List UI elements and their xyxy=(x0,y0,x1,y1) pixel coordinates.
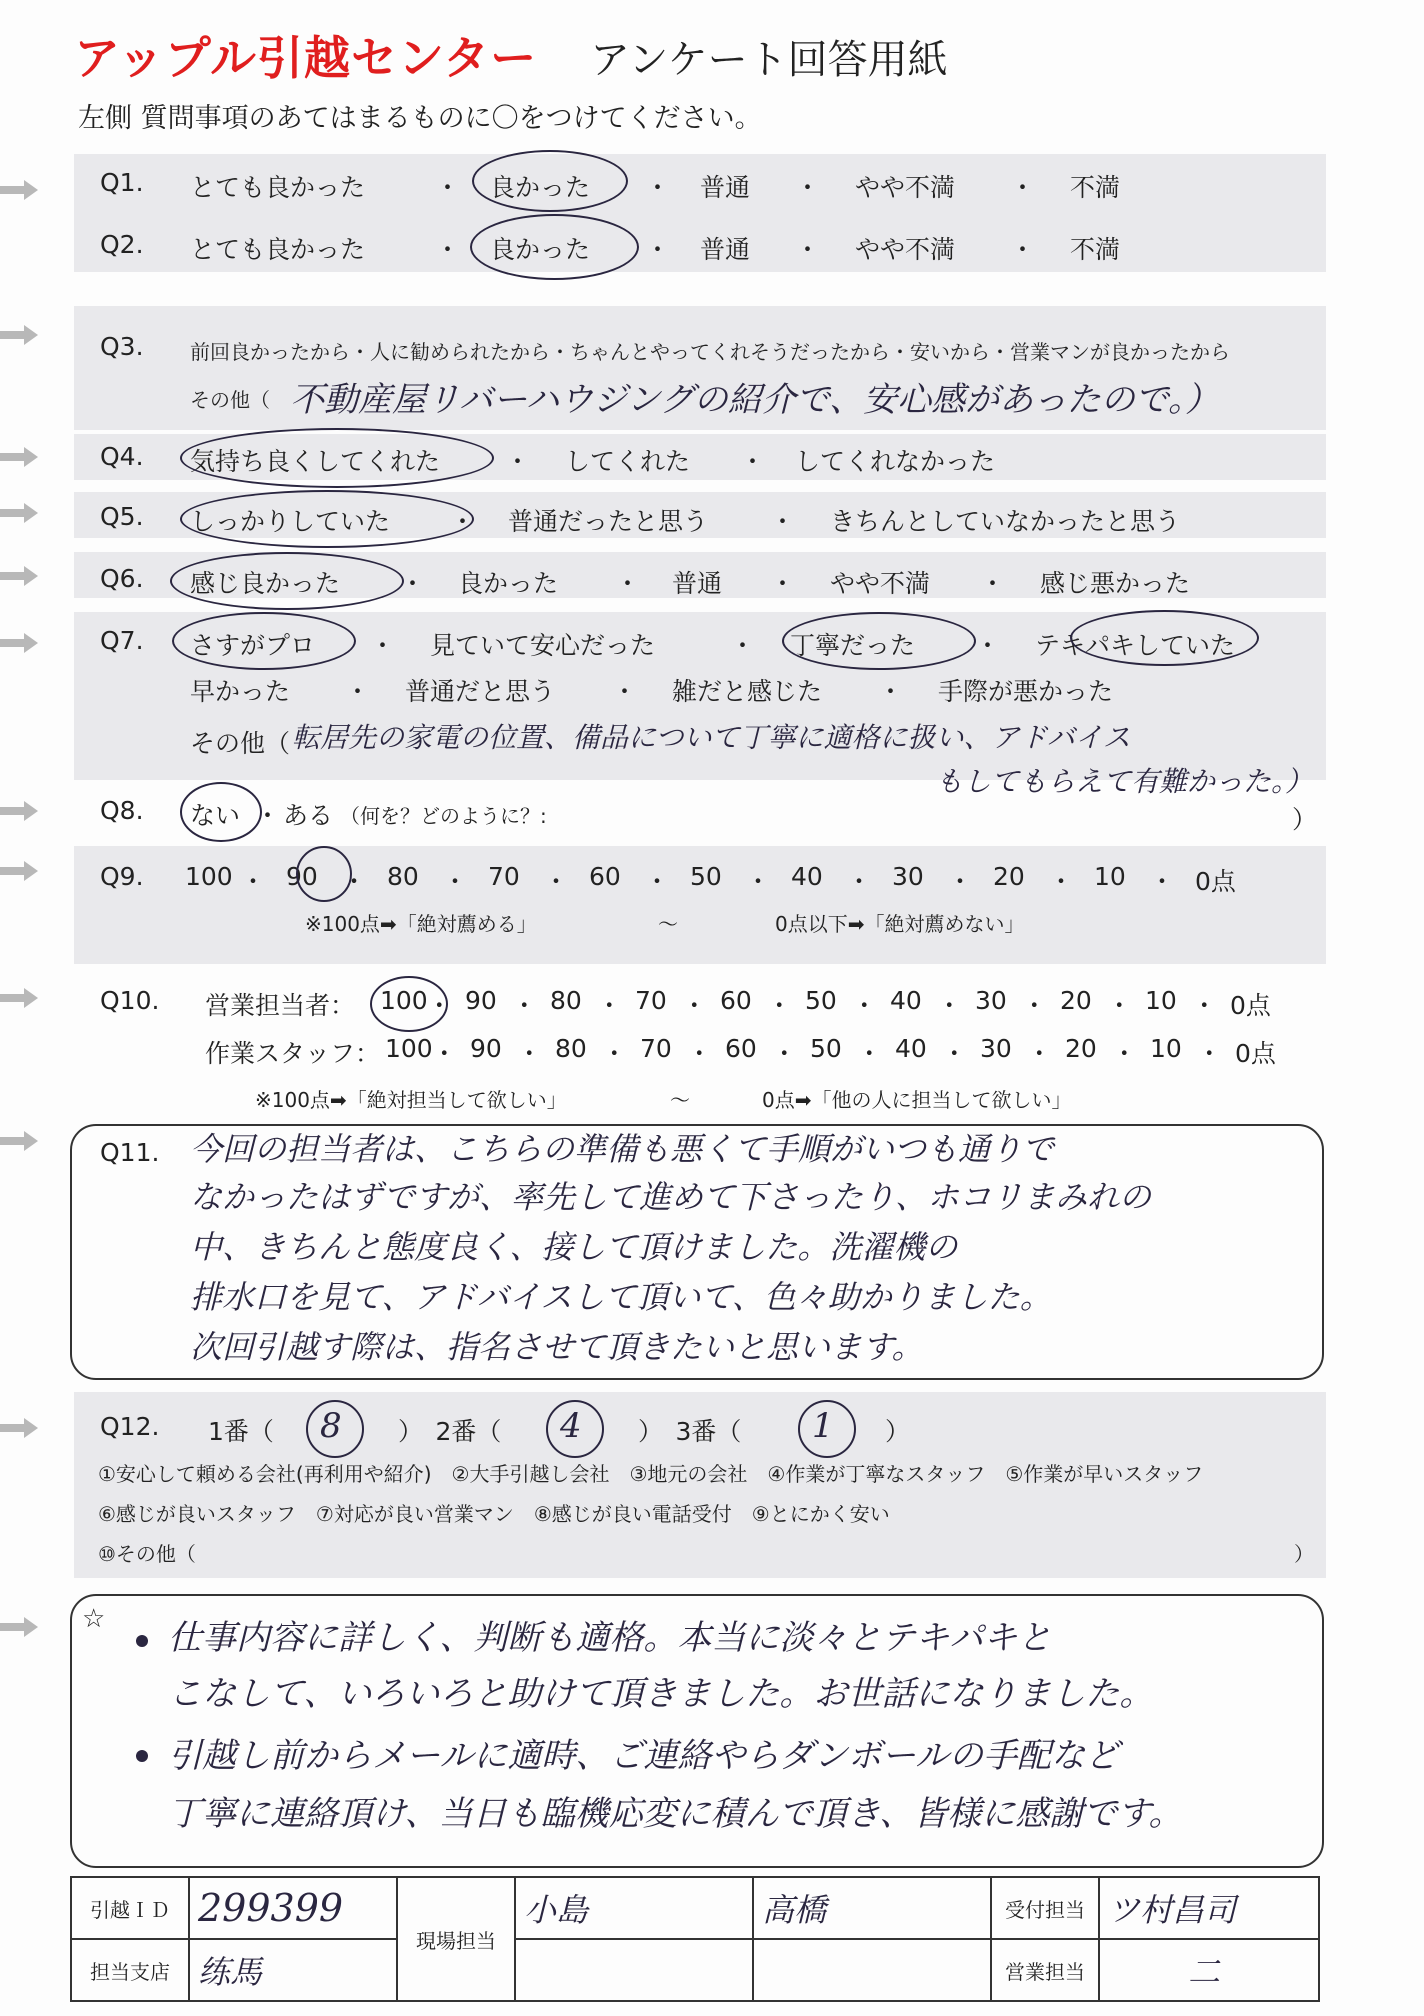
q4-sep: ・ xyxy=(740,447,766,476)
q5-sep: ・ xyxy=(450,507,476,536)
q1-option[interactable]: 良かった xyxy=(490,173,591,202)
q12-choices-close: ） xyxy=(1294,1542,1314,1566)
q6-option[interactable]: 良かった xyxy=(458,569,559,598)
site-staff-4[interactable] xyxy=(753,1939,991,2001)
comment-bullet xyxy=(136,1750,148,1762)
q10-staff-score[interactable]: 20 xyxy=(1065,1034,1097,1063)
q12-rank2-label: ） 2番（ xyxy=(398,1417,502,1446)
q7-option[interactable]: 雑だと感じた xyxy=(672,677,823,706)
q1-option[interactable]: やや不満 xyxy=(855,173,956,202)
q7-option[interactable]: 早かった xyxy=(190,677,291,706)
reception-label: 受付担当 xyxy=(991,1877,1099,1939)
q2-selected-circle xyxy=(470,214,639,280)
q9-sep: ・ xyxy=(1149,867,1175,896)
q7-option[interactable]: 手際が悪かった xyxy=(938,677,1114,706)
margin-arrow xyxy=(0,630,40,656)
q10-staff-score[interactable]: 50 xyxy=(810,1034,842,1063)
q10-selected-circle xyxy=(370,976,448,1032)
q10-sales-score[interactable]: 0点 xyxy=(1230,991,1271,1020)
q9-sep: ・ xyxy=(1048,867,1074,896)
q9-score[interactable]: 90 xyxy=(286,862,318,891)
q11-answer-line[interactable]: 排水口を見て、アドバイスして頂いて、色々助かりました。 xyxy=(190,1278,1052,1316)
star-mark: ☆ xyxy=(82,1604,106,1634)
site-staff-1-handwritten: 小島 xyxy=(524,1891,589,1929)
margin-arrow xyxy=(0,500,40,526)
q10-sales-score[interactable]: 100 xyxy=(380,986,428,1015)
q11-label: Q11. xyxy=(100,1138,160,1167)
q7-option[interactable]: さすがプロ xyxy=(190,631,316,660)
q7-other-label: その他（ xyxy=(190,729,291,758)
sales-value[interactable] xyxy=(1099,1939,1319,2001)
q12-choices-row: ⑥感じが良いスタッフ ⑦対応が良い営業マン ⑧感じが良い電話受付 ⑨とにかく安い xyxy=(98,1502,890,1526)
q5-option[interactable]: きちんとしていなかったと思う xyxy=(830,507,1181,536)
q12-rank-close: ） xyxy=(885,1417,911,1446)
q12-rank3-label: ） 3番（ xyxy=(638,1417,742,1446)
form-title: アンケート回答用紙 xyxy=(590,37,948,83)
q9-sep: ・ xyxy=(240,867,266,896)
move-id-label: 引越ＩＤ xyxy=(71,1877,189,1939)
q12-rank2-value[interactable]: 4 xyxy=(560,1406,582,1446)
q6-selected-circle xyxy=(170,552,404,610)
q4-label: Q4. xyxy=(100,442,144,471)
q10-sales-score[interactable]: 90 xyxy=(465,986,497,1015)
q10-note-left: ※100点➡「絶対担当して欲しい」 xyxy=(255,1088,567,1112)
q1-sep: ・ xyxy=(435,173,461,202)
q9-score[interactable]: 20 xyxy=(993,862,1025,891)
q9-note-mid: 〜 xyxy=(658,912,678,936)
q10-sales-sep: ・ xyxy=(1021,991,1047,1020)
q6-label: Q6. xyxy=(100,564,144,593)
move-id-value[interactable] xyxy=(189,1877,397,1939)
footer-table xyxy=(70,1876,1320,2002)
q7-sep: ・ xyxy=(975,631,1001,660)
brand-logo: アップル引越センター xyxy=(74,32,538,84)
comment-line[interactable]: こなして、いろいろと助けて頂きました。お世話になりました。 xyxy=(168,1674,1154,1714)
q8-close: ） xyxy=(1292,805,1318,834)
q6-sep: ・ xyxy=(980,569,1006,598)
q10-staff-score[interactable]: 30 xyxy=(980,1034,1012,1063)
q10-sales-label: 営業担当者： xyxy=(205,991,356,1020)
q11-answer-line[interactable]: 今回の担当者は、こちらの準備も悪くて手順がいつも通りで xyxy=(190,1130,1055,1168)
q10-staff-sep: ・ xyxy=(856,1039,882,1068)
q10-sales-sep: ・ xyxy=(766,991,792,1020)
q9-score[interactable]: 30 xyxy=(892,862,924,891)
q9-note-right: 0点以下➡「絶対薦めない」 xyxy=(775,912,1025,936)
q2-option[interactable]: 良かった xyxy=(490,235,591,264)
q1-option[interactable]: とても良かった xyxy=(190,173,366,202)
instruction-text: 左側 質問事項のあてはまるものに〇をつけてください。 xyxy=(78,103,762,134)
q2-sep: ・ xyxy=(435,235,461,264)
q5-label: Q5. xyxy=(100,502,144,531)
q10-staff-label: 作業スタッフ： xyxy=(205,1039,381,1068)
q10-staff-score[interactable]: 70 xyxy=(640,1034,672,1063)
q2-label: Q2. xyxy=(100,230,144,259)
q4-selected-circle xyxy=(180,428,494,488)
q10-staff-sep: ・ xyxy=(1111,1039,1137,1068)
margin-arrow xyxy=(0,858,40,884)
q9-score[interactable]: 50 xyxy=(690,862,722,891)
q9-note-left: ※100点➡「絶対薦める」 xyxy=(305,912,537,936)
q10-staff-sep: ・ xyxy=(516,1039,542,1068)
q10-sales-score[interactable]: 30 xyxy=(975,986,1007,1015)
q8-option-none[interactable]: ない xyxy=(190,801,241,830)
q6-option[interactable]: 普通 xyxy=(672,569,723,598)
q10-sales-score[interactable]: 70 xyxy=(635,986,667,1015)
q12-rank1-circle xyxy=(306,1400,364,1458)
q10-staff-score[interactable]: 0点 xyxy=(1235,1039,1276,1068)
q7-other-answer[interactable]: 転居先の家電の位置、備品について丁寧に適格に扱い、アドバイス xyxy=(292,721,1131,754)
sales-handwritten: 二 xyxy=(1188,1953,1221,1991)
q11-answer-line[interactable]: なかったはずですが、率先して進めて下さったり、ホコリまみれの xyxy=(190,1178,1151,1216)
margin-arrow xyxy=(0,798,40,824)
q6-sep: ・ xyxy=(400,569,426,598)
q7-selected-circle xyxy=(782,612,976,670)
q5-sep: ・ xyxy=(770,507,796,536)
q7-sep: ・ xyxy=(730,631,756,660)
q9-sep: ・ xyxy=(745,867,771,896)
q12-rank1-value[interactable]: 8 xyxy=(320,1406,342,1446)
q11-answer-line[interactable]: 次回引越す際は、指名させて頂きたいと思います。 xyxy=(190,1328,924,1366)
move-id-handwritten: 299399 xyxy=(198,1886,344,1930)
q7-sep: ・ xyxy=(878,677,904,706)
q10-staff-score[interactable]: 90 xyxy=(470,1034,502,1063)
q10-staff-sep: ・ xyxy=(1196,1039,1222,1068)
q1-selected-circle xyxy=(472,150,628,212)
q1-sep: ・ xyxy=(645,173,671,202)
q12-rank1-label: 1番（ xyxy=(208,1417,274,1446)
q8-option-some[interactable]: ある xyxy=(283,801,334,830)
q7-sep: ・ xyxy=(612,677,638,706)
comment-line[interactable]: 仕事内容に詳しく、判断も適格。本当に淡々とテキパキと xyxy=(168,1618,1052,1658)
q10-sales-score[interactable]: 10 xyxy=(1145,986,1177,1015)
site-staff-2[interactable] xyxy=(753,1877,991,1939)
q4-option[interactable]: してくれた xyxy=(565,447,691,476)
q10-sales-sep: ・ xyxy=(596,991,622,1020)
q5-option[interactable]: しっかりしていた xyxy=(190,507,391,536)
q10-staff-sep: ・ xyxy=(941,1039,967,1068)
q7-selected-circle xyxy=(172,612,356,670)
q12-rank3-circle xyxy=(798,1400,856,1458)
q9-score[interactable]: 80 xyxy=(387,862,419,891)
q3-options[interactable]: 前回良かったから・人に勧められたから・ちゃんとやってくれそうだったから・安いから・営業マンが良かったから xyxy=(190,340,1230,364)
q10-staff-score[interactable]: 60 xyxy=(725,1034,757,1063)
q2-option[interactable]: 不満 xyxy=(1070,235,1121,264)
q8-sep: ・ xyxy=(255,801,281,830)
q12-rank2-circle xyxy=(546,1400,604,1458)
q9-selected-circle xyxy=(296,846,352,902)
q10-staff-score[interactable]: 80 xyxy=(555,1034,587,1063)
reception-handwritten: ツ村昌司 xyxy=(1108,1891,1237,1929)
q2-option[interactable]: やや不満 xyxy=(855,235,956,264)
q10-staff-sep: ・ xyxy=(686,1039,712,1068)
q4-option[interactable]: してくれなかった xyxy=(795,447,996,476)
q9-score[interactable]: 10 xyxy=(1094,862,1126,891)
q7-option[interactable]: テキパキしていた xyxy=(1035,631,1236,660)
q2-sep: ・ xyxy=(645,235,671,264)
q12-rank3-value[interactable]: 1 xyxy=(812,1406,834,1446)
q8-label: Q8. xyxy=(100,796,144,825)
q9-sep: ・ xyxy=(947,867,973,896)
q10-label: Q10. xyxy=(100,986,160,1015)
margin-arrow xyxy=(0,1415,40,1441)
q12-choices-other: ⑩その他（ xyxy=(98,1542,196,1566)
q7-selected-circle xyxy=(1070,610,1259,666)
q10-sales-sep: ・ xyxy=(851,991,877,1020)
site-staff-3[interactable] xyxy=(515,1939,753,2001)
q1-option[interactable]: 普通 xyxy=(700,173,751,202)
q6-sep: ・ xyxy=(770,569,796,598)
q7-sep: ・ xyxy=(370,631,396,660)
q10-note-right: 0点➡「他の人に担当して欲しい」 xyxy=(762,1088,1072,1112)
q10-sales-sep: ・ xyxy=(426,991,452,1020)
site-staff-1[interactable] xyxy=(515,1877,753,1939)
q2-sep: ・ xyxy=(1010,235,1036,264)
q1-option[interactable]: 不満 xyxy=(1070,173,1121,202)
q10-staff-sep: ・ xyxy=(771,1039,797,1068)
q3-label: Q3. xyxy=(100,332,144,361)
q9-label: Q9. xyxy=(100,862,144,891)
q7-other-answer[interactable]: もしてもらえて有難かった。） xyxy=(935,765,1314,798)
q10-sales-score[interactable]: 80 xyxy=(550,986,582,1015)
q10-staff-sep: ・ xyxy=(431,1039,457,1068)
q10-staff-score[interactable]: 40 xyxy=(895,1034,927,1063)
margin-arrow xyxy=(0,444,40,470)
branch-value[interactable] xyxy=(189,1939,397,2001)
q10-sales-sep: ・ xyxy=(511,991,537,1020)
q9-sep: ・ xyxy=(442,867,468,896)
q10-staff-sep: ・ xyxy=(1026,1039,1052,1068)
q2-sep: ・ xyxy=(795,235,821,264)
q10-sales-sep: ・ xyxy=(1191,991,1217,1020)
comment-line[interactable]: 丁寧に連絡頂け、当日も臨機応変に積んで頂き、皆様に感謝です。 xyxy=(168,1794,1183,1834)
q8-selected-circle xyxy=(180,782,262,842)
q6-option[interactable]: 感じ悪かった xyxy=(1040,569,1191,598)
q4-option[interactable]: 気持ち良くしてくれた xyxy=(190,447,441,476)
q10-sales-sep: ・ xyxy=(936,991,962,1020)
comment-bullet xyxy=(136,1635,148,1647)
q2-option[interactable]: 普通 xyxy=(700,235,751,264)
margin-arrow xyxy=(0,1128,40,1154)
q9-score[interactable]: 0点 xyxy=(1195,867,1236,896)
q8-prompt: （何を？どのように？: xyxy=(340,804,547,828)
q10-sales-sep: ・ xyxy=(681,991,707,1020)
q9-score[interactable]: 60 xyxy=(589,862,621,891)
q3-other-label: その他（ xyxy=(190,388,270,412)
q9-sep: ・ xyxy=(846,867,872,896)
margin-arrow xyxy=(0,563,40,589)
site-staff-2-handwritten: 高橋 xyxy=(762,1891,827,1929)
q10-staff-score[interactable]: 10 xyxy=(1150,1034,1182,1063)
q12-label: Q12. xyxy=(100,1412,160,1441)
q5-option[interactable]: 普通だったと思う xyxy=(508,507,709,536)
q1-label: Q1. xyxy=(100,168,144,197)
q10-staff-sep: ・ xyxy=(601,1039,627,1068)
q9-sep: ・ xyxy=(341,867,367,896)
site-staff-label: 現場担当 xyxy=(397,1877,515,2001)
reception-value[interactable] xyxy=(1099,1877,1319,1939)
q9-score[interactable]: 70 xyxy=(488,862,520,891)
q5-selected-circle xyxy=(180,490,474,548)
branch-handwritten: 练馬 xyxy=(198,1953,263,1991)
q12-choices-row: ①安心して頼める会社(再利用や紹介) ②大手引越し会社 ③地元の会社 ④作業が丁寧なスタッフ ⑤作業が早いスタッフ xyxy=(98,1462,1204,1486)
q10-sales-sep: ・ xyxy=(1106,991,1132,1020)
q6-option[interactable]: 感じ良かった xyxy=(190,569,341,598)
q10-sales-score[interactable]: 20 xyxy=(1060,986,1092,1015)
q9-score[interactable]: 100 xyxy=(185,862,233,891)
q7-option[interactable]: 丁寧だった xyxy=(790,631,916,660)
margin-arrow xyxy=(0,322,40,348)
margin-arrow xyxy=(0,1614,40,1640)
q9-sep: ・ xyxy=(543,867,569,896)
q7-option[interactable]: 見ていて安心だった xyxy=(430,631,656,660)
q1-sep: ・ xyxy=(1010,173,1036,202)
margin-arrow xyxy=(0,985,40,1011)
sales-label: 営業担当 xyxy=(991,1939,1099,2001)
q7-option[interactable]: 普通だと思う xyxy=(405,677,556,706)
q9-score[interactable]: 40 xyxy=(791,862,823,891)
q1-sep: ・ xyxy=(795,173,821,202)
q9-sep: ・ xyxy=(644,867,670,896)
branch-label: 担当支店 xyxy=(71,1939,189,2001)
q10-note-mid: 〜 xyxy=(670,1088,690,1112)
q10-sales-score[interactable]: 60 xyxy=(720,986,752,1015)
q10-sales-score[interactable]: 40 xyxy=(890,986,922,1015)
q6-option[interactable]: やや不満 xyxy=(830,569,931,598)
comment-line[interactable]: 引越し前からメールに適時、ご連絡やらダンボールの手配など xyxy=(168,1736,1119,1776)
q10-sales-score[interactable]: 50 xyxy=(805,986,837,1015)
q10-staff-score[interactable]: 100 xyxy=(385,1034,433,1063)
q7-label: Q7. xyxy=(100,626,144,655)
q4-sep: ・ xyxy=(505,447,531,476)
q2-option[interactable]: とても良かった xyxy=(190,235,366,264)
q11-answer-line[interactable]: 中、きちんと態度良く、接して頂けました。洗濯機の xyxy=(190,1228,958,1266)
q7-sep: ・ xyxy=(345,677,371,706)
q3-other-answer[interactable]: 不動産屋リバーハウジングの紹介で、安心感があったので。） xyxy=(290,380,1220,420)
margin-arrow xyxy=(0,177,40,203)
q6-sep: ・ xyxy=(615,569,641,598)
